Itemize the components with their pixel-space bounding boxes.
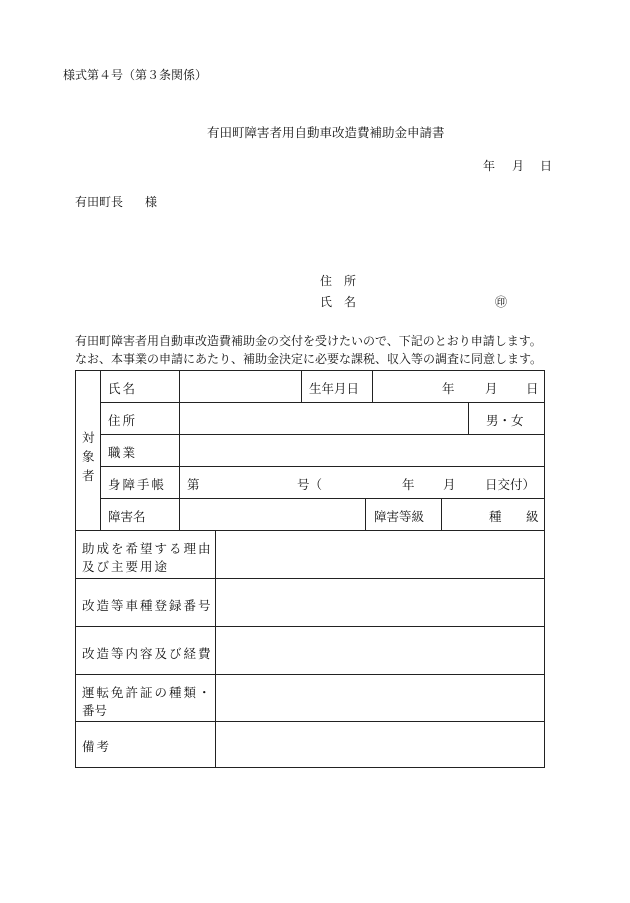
addressee-name: 有田町長	[75, 195, 124, 209]
job-field[interactable]	[179, 434, 544, 466]
job-label: 職業	[108, 445, 138, 460]
date-day-label: 日	[540, 159, 553, 173]
intro-line-1: 有田町障害者用自動車改造費補助金の交付を受けたいので、下記のとおり申請します。	[75, 334, 542, 348]
grade-level-label: 級	[526, 509, 539, 524]
birth-month-label: 月	[485, 381, 498, 396]
date-year-label: 年	[483, 159, 496, 173]
license-label-line-2: 番号	[82, 703, 108, 718]
registration-field[interactable]	[215, 578, 544, 626]
date-month-label: 月	[512, 159, 525, 173]
grade-type-label: 種	[489, 509, 502, 524]
handbook-label: 身障手帳	[108, 477, 167, 492]
page-title: 有田町障害者用自動車改造費補助金申請書	[207, 125, 445, 140]
disability-label: 障害名	[108, 509, 146, 524]
name-label: 氏名	[108, 381, 138, 396]
subject-label: 対 象 者	[82, 430, 95, 483]
license-label-line-1: 運転免許証の種類・	[82, 685, 213, 700]
handbook-month-label: 月	[443, 477, 456, 492]
handbook-issued-label: 日交付）	[485, 477, 536, 492]
address-field[interactable]	[179, 402, 468, 434]
applicant-name-label: 氏 名	[320, 295, 357, 309]
remarks-field[interactable]	[215, 721, 544, 767]
address-label: 住所	[108, 413, 138, 428]
form-number: 様式第４号（第３条関係）	[63, 68, 208, 82]
gender-options[interactable]: 男・女	[486, 413, 524, 428]
addressee-honorific: 様	[145, 195, 158, 209]
applicant-address-label: 住 所	[320, 274, 357, 288]
registration-label: 改造等車種登録番号	[82, 598, 213, 613]
grade-label: 障害等級	[374, 509, 425, 524]
birth-day-label: 日	[526, 381, 539, 396]
application-table	[75, 370, 545, 768]
birth-year-label: 年	[442, 381, 455, 396]
handbook-year-label: 年	[402, 477, 415, 492]
reason-field[interactable]	[215, 530, 544, 578]
intro-line-2: なお、本事業の申請にあたり、補助金決定に必要な課税、収入等の調査に同意します。	[75, 352, 543, 366]
content-label: 改造等内容及び経費	[82, 646, 213, 661]
license-field[interactable]	[215, 674, 544, 721]
remarks-label: 備考	[82, 739, 112, 754]
birth-label: 生年月日	[309, 381, 360, 396]
name-field[interactable]	[179, 370, 301, 402]
reason-label-line-1: 助成を希望する理由	[82, 541, 213, 556]
content-field[interactable]	[215, 626, 544, 674]
handbook-no-suffix: 号（	[297, 477, 323, 492]
seal-mark: ㊞	[495, 295, 508, 309]
reason-label-line-2: 及び主要用途	[82, 559, 170, 574]
disability-field[interactable]	[179, 498, 365, 530]
handbook-no-prefix: 第	[187, 477, 200, 492]
